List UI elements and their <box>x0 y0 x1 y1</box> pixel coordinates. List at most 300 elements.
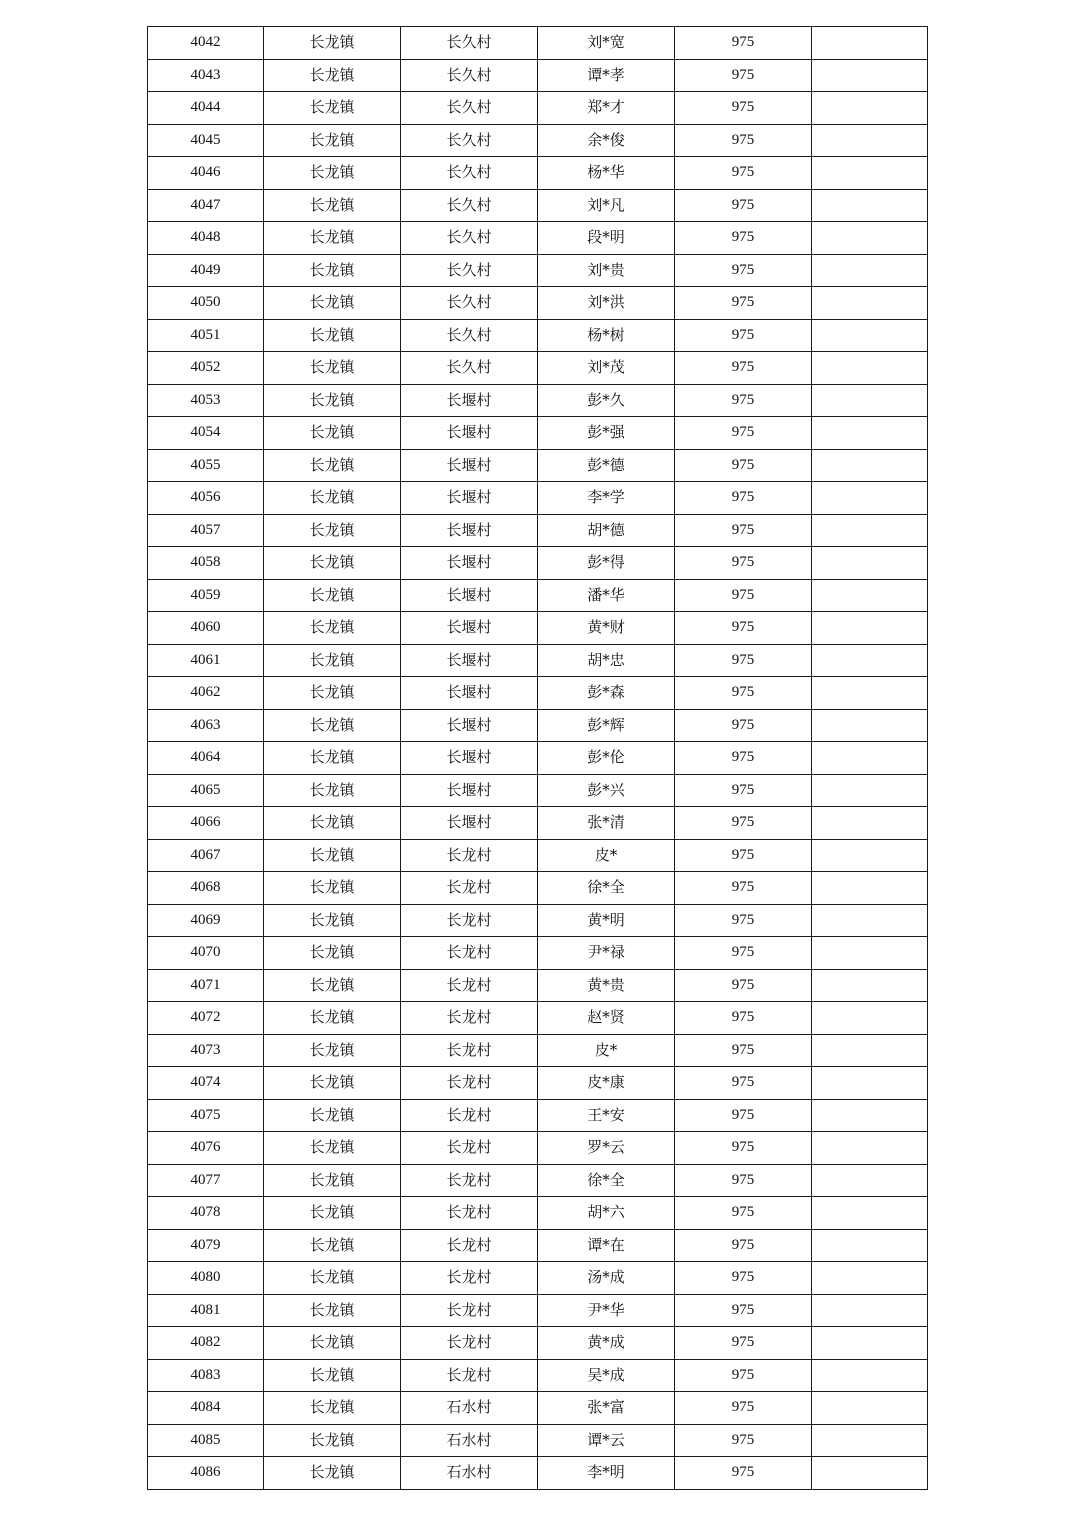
remark-cell <box>812 904 928 937</box>
serial-number-cell: 4066 <box>148 807 264 840</box>
serial-number-cell: 4083 <box>148 1359 264 1392</box>
village-cell: 长堰村 <box>401 644 538 677</box>
village-cell: 石水村 <box>401 1424 538 1457</box>
village-cell: 长堰村 <box>401 384 538 417</box>
village-cell: 长龙村 <box>401 1002 538 1035</box>
table-row <box>148 969 928 1002</box>
village-cell: 长久村 <box>401 352 538 385</box>
serial-number-cell: 4076 <box>148 1132 264 1165</box>
person-name-cell: 潘*华 <box>538 579 675 612</box>
town-cell: 长龙镇 <box>264 1197 401 1230</box>
amount-cell: 975 <box>675 547 812 580</box>
table-row <box>148 1197 928 1230</box>
table-row <box>148 287 928 320</box>
amount-cell: 975 <box>675 189 812 222</box>
town-cell: 长龙镇 <box>264 807 401 840</box>
remark-cell <box>812 1197 928 1230</box>
remark-cell <box>812 92 928 125</box>
village-cell: 长堰村 <box>401 449 538 482</box>
serial-number-cell: 4063 <box>148 709 264 742</box>
serial-number-cell: 4071 <box>148 969 264 1002</box>
remark-cell <box>812 352 928 385</box>
table-row <box>148 1262 928 1295</box>
village-cell: 长久村 <box>401 124 538 157</box>
person-name-cell: 尹*禄 <box>538 937 675 970</box>
village-cell: 长堰村 <box>401 579 538 612</box>
serial-number-cell: 4073 <box>148 1034 264 1067</box>
amount-cell: 975 <box>675 644 812 677</box>
person-name-cell: 刘*凡 <box>538 189 675 222</box>
serial-number-cell: 4061 <box>148 644 264 677</box>
village-cell: 长堰村 <box>401 482 538 515</box>
amount-cell: 975 <box>675 904 812 937</box>
remark-cell <box>812 1262 928 1295</box>
person-name-cell: 谭*云 <box>538 1424 675 1457</box>
serial-number-cell: 4064 <box>148 742 264 775</box>
remark-cell <box>812 1424 928 1457</box>
amount-cell: 975 <box>675 319 812 352</box>
village-cell: 长龙村 <box>401 1132 538 1165</box>
table-row <box>148 1294 928 1327</box>
town-cell: 长龙镇 <box>264 1067 401 1100</box>
remark-cell <box>812 807 928 840</box>
remark-cell <box>812 612 928 645</box>
amount-cell: 975 <box>675 742 812 775</box>
town-cell: 长龙镇 <box>264 1164 401 1197</box>
remark-cell <box>812 1034 928 1067</box>
person-name-cell: 黄*明 <box>538 904 675 937</box>
table-row <box>148 709 928 742</box>
person-name-cell: 胡*六 <box>538 1197 675 1230</box>
village-cell: 长龙村 <box>401 1262 538 1295</box>
person-name-cell: 彭*辉 <box>538 709 675 742</box>
table-row <box>148 319 928 352</box>
village-cell: 长久村 <box>401 27 538 60</box>
person-name-cell: 郑*才 <box>538 92 675 125</box>
person-name-cell: 胡*忠 <box>538 644 675 677</box>
amount-cell: 975 <box>675 612 812 645</box>
table-row <box>148 1099 928 1132</box>
serial-number-cell: 4085 <box>148 1424 264 1457</box>
table-row <box>148 27 928 60</box>
amount-cell: 975 <box>675 1229 812 1262</box>
town-cell: 长龙镇 <box>264 482 401 515</box>
remark-cell <box>812 839 928 872</box>
table-row <box>148 352 928 385</box>
serial-number-cell: 4079 <box>148 1229 264 1262</box>
village-cell: 长久村 <box>401 254 538 287</box>
village-cell: 长堰村 <box>401 709 538 742</box>
table-row <box>148 1229 928 1262</box>
person-name-cell: 皮*康 <box>538 1067 675 1100</box>
table-row <box>148 839 928 872</box>
serial-number-cell: 4078 <box>148 1197 264 1230</box>
town-cell: 长龙镇 <box>264 1099 401 1132</box>
remark-cell <box>812 1327 928 1360</box>
town-cell: 长龙镇 <box>264 1002 401 1035</box>
serial-number-cell: 4072 <box>148 1002 264 1035</box>
remark-cell <box>812 157 928 190</box>
person-name-cell: 黄*贵 <box>538 969 675 1002</box>
remark-cell <box>812 969 928 1002</box>
amount-cell: 975 <box>675 514 812 547</box>
amount-cell: 975 <box>675 157 812 190</box>
amount-cell: 975 <box>675 1002 812 1035</box>
amount-cell: 975 <box>675 937 812 970</box>
town-cell: 长龙镇 <box>264 1034 401 1067</box>
village-cell: 长龙村 <box>401 1164 538 1197</box>
amount-cell: 975 <box>675 1424 812 1457</box>
table-row <box>148 1457 928 1490</box>
subsidy-roster-table <box>147 26 928 1490</box>
village-cell: 长久村 <box>401 189 538 222</box>
remark-cell <box>812 644 928 677</box>
serial-number-cell: 4048 <box>148 222 264 255</box>
serial-number-cell: 4077 <box>148 1164 264 1197</box>
remark-cell <box>812 1359 928 1392</box>
remark-cell <box>812 677 928 710</box>
serial-number-cell: 4086 <box>148 1457 264 1490</box>
person-name-cell: 李*明 <box>538 1457 675 1490</box>
amount-cell: 975 <box>675 27 812 60</box>
remark-cell <box>812 254 928 287</box>
remark-cell <box>812 1132 928 1165</box>
table-row <box>148 1327 928 1360</box>
remark-cell <box>812 189 928 222</box>
table-row <box>148 1067 928 1100</box>
town-cell: 长龙镇 <box>264 677 401 710</box>
village-cell: 长久村 <box>401 222 538 255</box>
remark-cell <box>812 482 928 515</box>
village-cell: 长龙村 <box>401 1067 538 1100</box>
amount-cell: 975 <box>675 59 812 92</box>
person-name-cell: 张*富 <box>538 1392 675 1425</box>
amount-cell: 975 <box>675 449 812 482</box>
person-name-cell: 赵*贤 <box>538 1002 675 1035</box>
serial-number-cell: 4055 <box>148 449 264 482</box>
person-name-cell: 皮* <box>538 1034 675 1067</box>
table-row <box>148 514 928 547</box>
village-cell: 长堰村 <box>401 807 538 840</box>
town-cell: 长龙镇 <box>264 1262 401 1295</box>
amount-cell: 975 <box>675 1034 812 1067</box>
remark-cell <box>812 1229 928 1262</box>
amount-cell: 975 <box>675 1164 812 1197</box>
town-cell: 长龙镇 <box>264 969 401 1002</box>
amount-cell: 975 <box>675 579 812 612</box>
amount-cell: 975 <box>675 352 812 385</box>
serial-number-cell: 4053 <box>148 384 264 417</box>
person-name-cell: 徐*全 <box>538 872 675 905</box>
person-name-cell: 杨*树 <box>538 319 675 352</box>
table-row <box>148 1132 928 1165</box>
table-row <box>148 904 928 937</box>
town-cell: 长龙镇 <box>264 417 401 450</box>
table-row <box>148 1392 928 1425</box>
town-cell: 长龙镇 <box>264 449 401 482</box>
amount-cell: 975 <box>675 677 812 710</box>
village-cell: 长龙村 <box>401 1294 538 1327</box>
remark-cell <box>812 579 928 612</box>
town-cell: 长龙镇 <box>264 547 401 580</box>
village-cell: 长龙村 <box>401 1359 538 1392</box>
amount-cell: 975 <box>675 254 812 287</box>
serial-number-cell: 4054 <box>148 417 264 450</box>
village-cell: 长堰村 <box>401 677 538 710</box>
person-name-cell: 李*学 <box>538 482 675 515</box>
village-cell: 长堰村 <box>401 774 538 807</box>
town-cell: 长龙镇 <box>264 1327 401 1360</box>
town-cell: 长龙镇 <box>264 319 401 352</box>
amount-cell: 975 <box>675 482 812 515</box>
serial-number-cell: 4082 <box>148 1327 264 1360</box>
serial-number-cell: 4052 <box>148 352 264 385</box>
serial-number-cell: 4080 <box>148 1262 264 1295</box>
table-row <box>148 449 928 482</box>
remark-cell <box>812 319 928 352</box>
remark-cell <box>812 449 928 482</box>
table-row <box>148 157 928 190</box>
remark-cell <box>812 59 928 92</box>
amount-cell: 975 <box>675 384 812 417</box>
town-cell: 长龙镇 <box>264 644 401 677</box>
amount-cell: 975 <box>675 1132 812 1165</box>
remark-cell <box>812 514 928 547</box>
village-cell: 石水村 <box>401 1392 538 1425</box>
table-row <box>148 1164 928 1197</box>
town-cell: 长龙镇 <box>264 287 401 320</box>
village-cell: 长堰村 <box>401 417 538 450</box>
person-name-cell: 余*俊 <box>538 124 675 157</box>
table-row <box>148 1002 928 1035</box>
village-cell: 长龙村 <box>401 1229 538 1262</box>
person-name-cell: 汤*成 <box>538 1262 675 1295</box>
person-name-cell: 刘*宽 <box>538 27 675 60</box>
serial-number-cell: 4074 <box>148 1067 264 1100</box>
town-cell: 长龙镇 <box>264 774 401 807</box>
serial-number-cell: 4069 <box>148 904 264 937</box>
serial-number-cell: 4046 <box>148 157 264 190</box>
remark-cell <box>812 1067 928 1100</box>
amount-cell: 975 <box>675 287 812 320</box>
village-cell: 长龙村 <box>401 839 538 872</box>
village-cell: 长龙村 <box>401 937 538 970</box>
table-row <box>148 417 928 450</box>
serial-number-cell: 4049 <box>148 254 264 287</box>
person-name-cell: 彭*强 <box>538 417 675 450</box>
serial-number-cell: 4047 <box>148 189 264 222</box>
person-name-cell: 彭*森 <box>538 677 675 710</box>
village-cell: 长龙村 <box>401 969 538 1002</box>
town-cell: 长龙镇 <box>264 124 401 157</box>
town-cell: 长龙镇 <box>264 189 401 222</box>
table-row <box>148 547 928 580</box>
amount-cell: 975 <box>675 1262 812 1295</box>
remark-cell <box>812 287 928 320</box>
town-cell: 长龙镇 <box>264 514 401 547</box>
village-cell: 长堰村 <box>401 742 538 775</box>
town-cell: 长龙镇 <box>264 27 401 60</box>
town-cell: 长龙镇 <box>264 937 401 970</box>
serial-number-cell: 4075 <box>148 1099 264 1132</box>
town-cell: 长龙镇 <box>264 1392 401 1425</box>
amount-cell: 975 <box>675 969 812 1002</box>
town-cell: 长龙镇 <box>264 1359 401 1392</box>
village-cell: 长龙村 <box>401 872 538 905</box>
serial-number-cell: 4062 <box>148 677 264 710</box>
person-name-cell: 刘*茂 <box>538 352 675 385</box>
table-row <box>148 644 928 677</box>
table-row <box>148 124 928 157</box>
village-cell: 长久村 <box>401 92 538 125</box>
remark-cell <box>812 1164 928 1197</box>
village-cell: 长堰村 <box>401 612 538 645</box>
amount-cell: 975 <box>675 1392 812 1425</box>
remark-cell <box>812 417 928 450</box>
serial-number-cell: 4081 <box>148 1294 264 1327</box>
remark-cell <box>812 742 928 775</box>
town-cell: 长龙镇 <box>264 612 401 645</box>
remark-cell <box>812 1099 928 1132</box>
table-row <box>148 92 928 125</box>
roster-body <box>148 27 928 1490</box>
town-cell: 长龙镇 <box>264 872 401 905</box>
amount-cell: 975 <box>675 222 812 255</box>
remark-cell <box>812 1294 928 1327</box>
table-row <box>148 579 928 612</box>
person-name-cell: 皮* <box>538 839 675 872</box>
person-name-cell: 尹*华 <box>538 1294 675 1327</box>
serial-number-cell: 4059 <box>148 579 264 612</box>
amount-cell: 975 <box>675 839 812 872</box>
town-cell: 长龙镇 <box>264 742 401 775</box>
table-row <box>148 222 928 255</box>
table-row <box>148 774 928 807</box>
amount-cell: 975 <box>675 807 812 840</box>
village-cell: 长龙村 <box>401 1327 538 1360</box>
table-row <box>148 807 928 840</box>
town-cell: 长龙镇 <box>264 384 401 417</box>
serial-number-cell: 4050 <box>148 287 264 320</box>
table-row <box>148 1424 928 1457</box>
village-cell: 长龙村 <box>401 904 538 937</box>
serial-number-cell: 4043 <box>148 59 264 92</box>
table-row <box>148 937 928 970</box>
remark-cell <box>812 937 928 970</box>
table-row <box>148 384 928 417</box>
amount-cell: 975 <box>675 124 812 157</box>
table-row <box>148 612 928 645</box>
remark-cell <box>812 1392 928 1425</box>
village-cell: 长龙村 <box>401 1197 538 1230</box>
town-cell: 长龙镇 <box>264 222 401 255</box>
remark-cell <box>812 222 928 255</box>
person-name-cell: 徐*全 <box>538 1164 675 1197</box>
person-name-cell: 胡*德 <box>538 514 675 547</box>
person-name-cell: 刘*洪 <box>538 287 675 320</box>
serial-number-cell: 4065 <box>148 774 264 807</box>
person-name-cell: 吴*成 <box>538 1359 675 1392</box>
remark-cell <box>812 547 928 580</box>
amount-cell: 975 <box>675 417 812 450</box>
town-cell: 长龙镇 <box>264 1294 401 1327</box>
amount-cell: 975 <box>675 92 812 125</box>
person-name-cell: 谭*在 <box>538 1229 675 1262</box>
table-row <box>148 677 928 710</box>
town-cell: 长龙镇 <box>264 579 401 612</box>
person-name-cell: 刘*贵 <box>538 254 675 287</box>
person-name-cell: 彭*久 <box>538 384 675 417</box>
town-cell: 长龙镇 <box>264 1229 401 1262</box>
person-name-cell: 彭*兴 <box>538 774 675 807</box>
remark-cell <box>812 774 928 807</box>
amount-cell: 975 <box>675 1067 812 1100</box>
person-name-cell: 段*明 <box>538 222 675 255</box>
amount-cell: 975 <box>675 1294 812 1327</box>
table-row <box>148 1359 928 1392</box>
amount-cell: 975 <box>675 774 812 807</box>
table-row <box>148 482 928 515</box>
village-cell: 长龙村 <box>401 1034 538 1067</box>
village-cell: 长久村 <box>401 157 538 190</box>
remark-cell <box>812 124 928 157</box>
village-cell: 长龙村 <box>401 1099 538 1132</box>
amount-cell: 975 <box>675 872 812 905</box>
town-cell: 长龙镇 <box>264 1424 401 1457</box>
village-cell: 长久村 <box>401 59 538 92</box>
table-row <box>148 1034 928 1067</box>
amount-cell: 975 <box>675 1197 812 1230</box>
remark-cell <box>812 1002 928 1035</box>
village-cell: 长堰村 <box>401 514 538 547</box>
serial-number-cell: 4045 <box>148 124 264 157</box>
serial-number-cell: 4042 <box>148 27 264 60</box>
serial-number-cell: 4044 <box>148 92 264 125</box>
person-name-cell: 黄*成 <box>538 1327 675 1360</box>
town-cell: 长龙镇 <box>264 1457 401 1490</box>
town-cell: 长龙镇 <box>264 709 401 742</box>
amount-cell: 975 <box>675 709 812 742</box>
town-cell: 长龙镇 <box>264 254 401 287</box>
person-name-cell: 杨*华 <box>538 157 675 190</box>
serial-number-cell: 4057 <box>148 514 264 547</box>
remark-cell <box>812 27 928 60</box>
remark-cell <box>812 872 928 905</box>
serial-number-cell: 4051 <box>148 319 264 352</box>
amount-cell: 975 <box>675 1327 812 1360</box>
town-cell: 长龙镇 <box>264 904 401 937</box>
person-name-cell: 罗*云 <box>538 1132 675 1165</box>
table-row <box>148 872 928 905</box>
serial-number-cell: 4056 <box>148 482 264 515</box>
table-row <box>148 189 928 222</box>
town-cell: 长龙镇 <box>264 59 401 92</box>
village-cell: 石水村 <box>401 1457 538 1490</box>
person-name-cell: 彭*得 <box>538 547 675 580</box>
remark-cell <box>812 709 928 742</box>
village-cell: 长久村 <box>401 287 538 320</box>
person-name-cell: 彭*伦 <box>538 742 675 775</box>
serial-number-cell: 4067 <box>148 839 264 872</box>
village-cell: 长久村 <box>401 319 538 352</box>
town-cell: 长龙镇 <box>264 839 401 872</box>
person-name-cell: 彭*德 <box>538 449 675 482</box>
serial-number-cell: 4070 <box>148 937 264 970</box>
table-row <box>148 254 928 287</box>
person-name-cell: 张*清 <box>538 807 675 840</box>
remark-cell <box>812 384 928 417</box>
town-cell: 长龙镇 <box>264 352 401 385</box>
